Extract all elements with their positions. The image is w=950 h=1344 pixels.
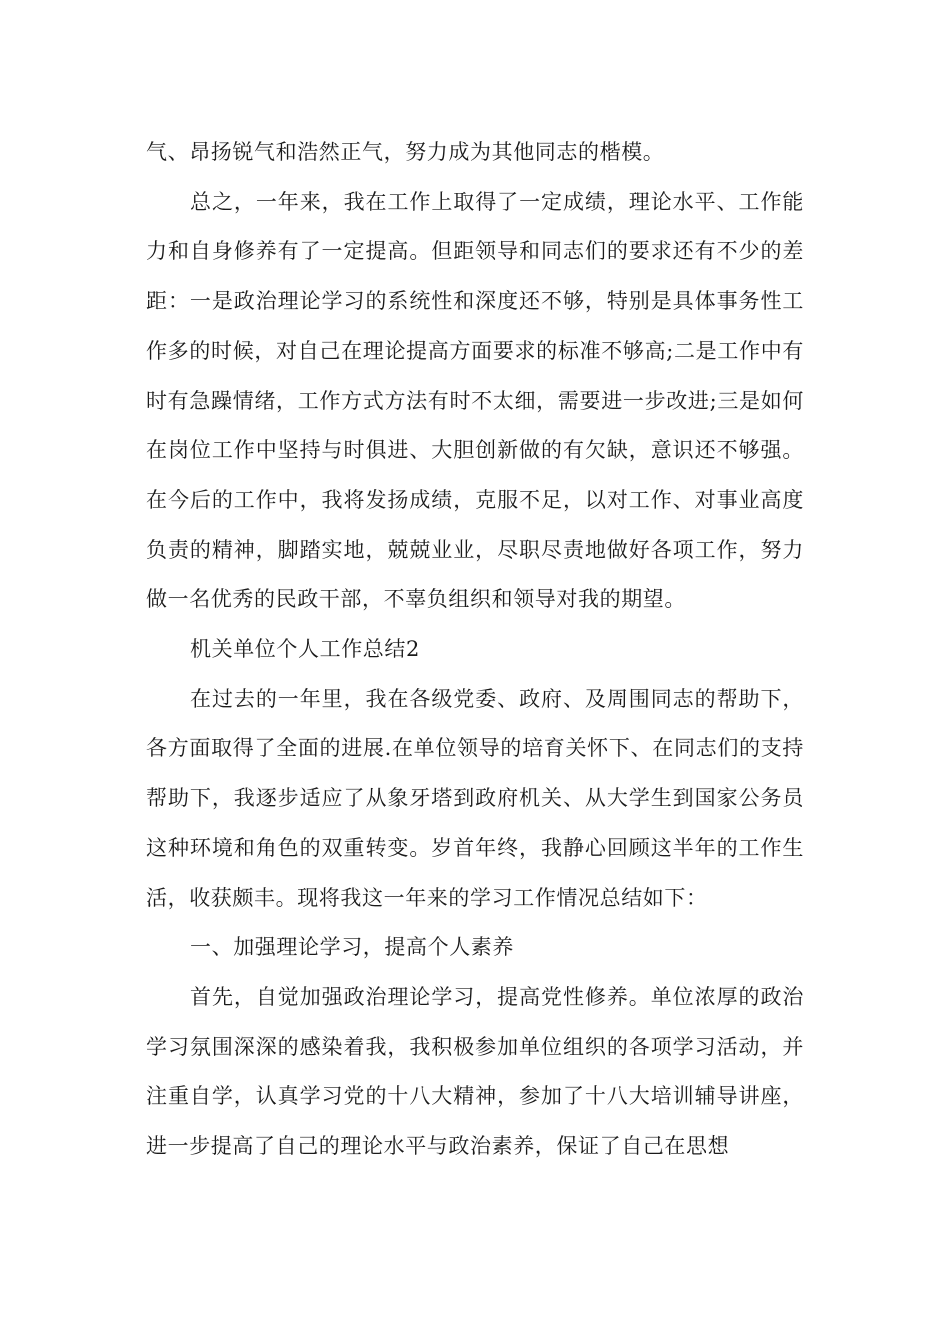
section-title: 机关单位个人工作总结2 xyxy=(190,637,420,662)
paragraph-intro: 在过去的一年里，我在各级党委、政府、及周围同志的帮助下，各方面取得了全面的进展.在单位领导的培育关怀下、在同志们的支持帮助下，我逐步适应了从象牙塔到政府机关、从大学生到国家公务员这种环境和角色的双重转变。岁首年终，我静心回顾这半年的工作生活，收获颇丰。现将我这一年来的学习工作情况总结如下： xyxy=(146,686,804,910)
paragraph-summary: 总之，一年来，我在工作上取得了一定成绩，理论水平、工作能力和自身修养有了一定提高。但距领导和同志们的要求还有不少的差距：一是政治理论学习的系统性和深度还不够，特别是具体事务性工作多的时候，对自己在理论提高方面要求的标准不够高;二是工作中有时有急躁情绪，工作方式方法有时不太细，需要进一步改进;三是如何在岗位工作中坚持与时俱进、大胆创新做的有欠缺，意识还不够强。在今后的工作中，我将发扬成绩，克服不足，以对工作、对事业高度负责的精神，脚踏实地，兢兢业业，尽职尽责地做好各项工作，努力做一名优秀的民政干部，不辜负组织和领导对我的期望。 xyxy=(146,189,804,612)
subsection-heading: 一、加强理论学习，提高个人素养 xyxy=(190,935,514,960)
document-page xyxy=(146,128,804,1172)
paragraph-study: 首先，自觉加强政治理论学习，提高党性修养。单位浓厚的政治学习氛围深深的感染着我，我积极参加单位组织的各项学习活动，并注重自学，认真学习党的十八大精神，参加了十八大培训辅导讲座，进一步提高了自己的理论水平与政治素养，保证了自己在思想 xyxy=(146,984,804,1159)
paragraph-continuation: 气、昂扬锐气和浩然正气，努力成为其他同志的楷模。 xyxy=(146,140,665,164)
